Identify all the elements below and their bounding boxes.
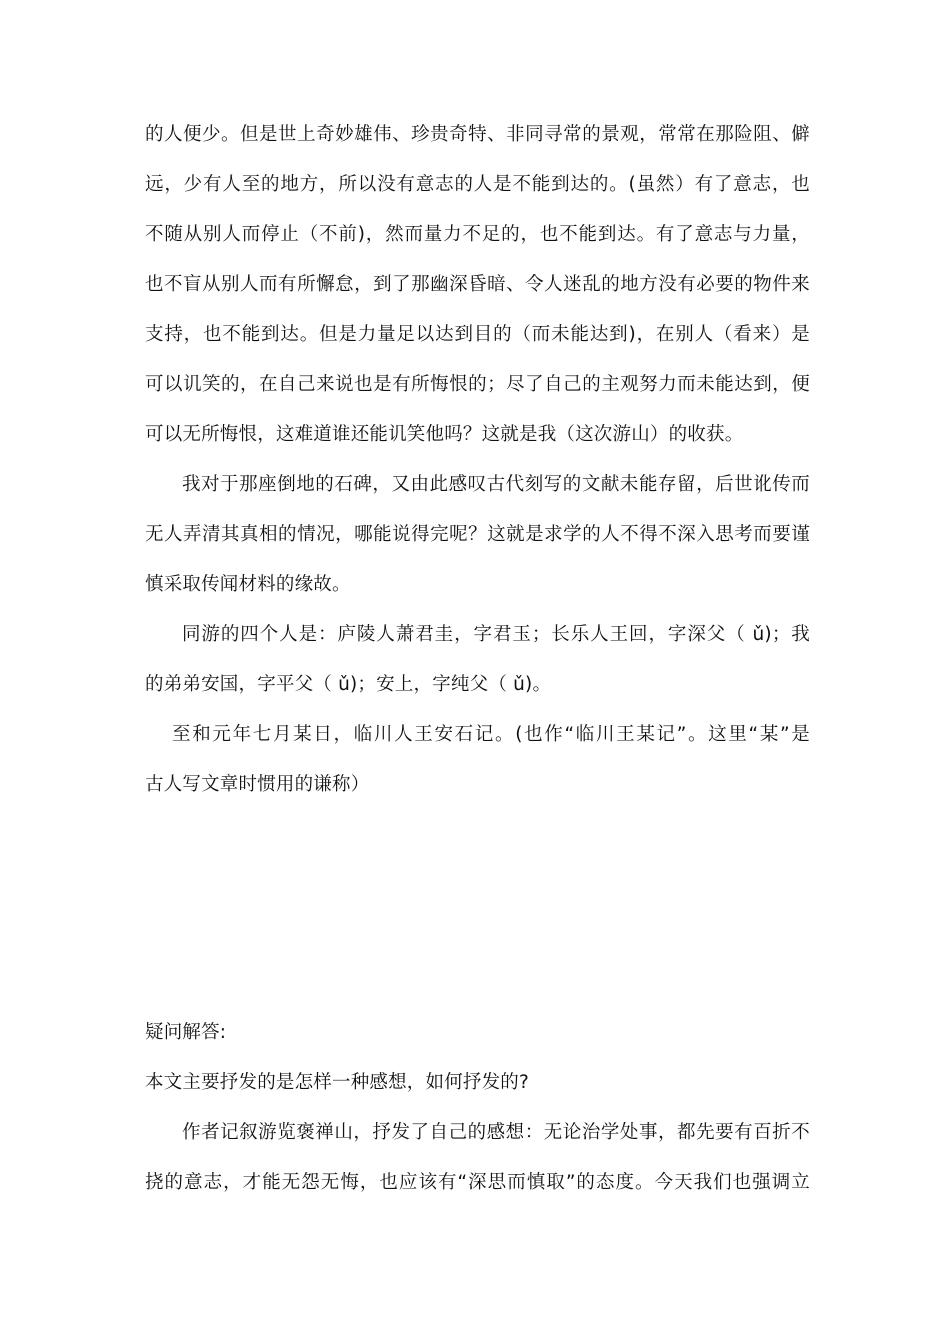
answer-first-line: 作者记叙游览褒禅山，抒发了自己的感想：无论治学处事，都先要有百折不 (182, 1122, 810, 1143)
section-heading: 疑问解答: (145, 1022, 227, 1043)
question-text: 本文主要抒发的是怎样一种感想，如何抒发的? (145, 1072, 530, 1093)
text-line: 的弟弟安国，字平父（ ǔ)；安上，字纯父（ ǔ)。 (145, 674, 552, 695)
text-line: 支持，也不能到达。但是力量足以达到目的（而未能达到)，在别人（看来）是 (145, 324, 810, 345)
text-line: 慎采取传闻材料的缘故。 (145, 574, 351, 595)
text-line: 的人便少。但是世上奇妙雄伟、珍贵奇特、非同寻常的景观，常常在那险阻、僻 (145, 124, 810, 145)
text-line: 远，少有人至的地方，所以没有意志的人是不能到达的。(虽然）有了意志，也 (145, 174, 810, 195)
paragraph-first-line: 同游的四个人是：庐陵人萧君圭，字君玉；长乐人王回，字深父（ ǔ)；我 (182, 624, 810, 645)
text-line: 也不盲从别人而有所懈怠，到了那幽深昏暗、令人迷乱的地方没有必要的物件来 (145, 274, 810, 295)
text-line: 古人写文章时惯用的谦称） (145, 774, 370, 795)
text-line: 挠的意志，才能无怨无悔，也应该有“深思而慎取”的态度。今天我们也强调立 (145, 1172, 810, 1193)
text-line: 可以讥笑的，在自己来说也是有所悔恨的；尽了自己的主观努力而未能达到，便 (145, 374, 810, 395)
paragraph-first-line: 至和元年七月某日，临川人王安石记。(也作“临川王某记”。这里“某”是 (172, 724, 810, 745)
text-line: 可以无所悔恨，这难道谁还能讥笑他吗？这就是我（这次游山）的收获。 (145, 424, 744, 445)
text-line: 不随从别人而停止（不前)，然而量力不足的，也不能到达。有了意志与力量， (145, 224, 810, 245)
paragraph-first-line: 我对于那座倒地的石碑，又由此感叹古代刻写的文献未能存留，后世讹传而 (182, 474, 810, 495)
text-line: 无人弄清其真相的情况，哪能说得完呢？这就是求学的人不得不深入思考而要谨 (145, 524, 810, 545)
